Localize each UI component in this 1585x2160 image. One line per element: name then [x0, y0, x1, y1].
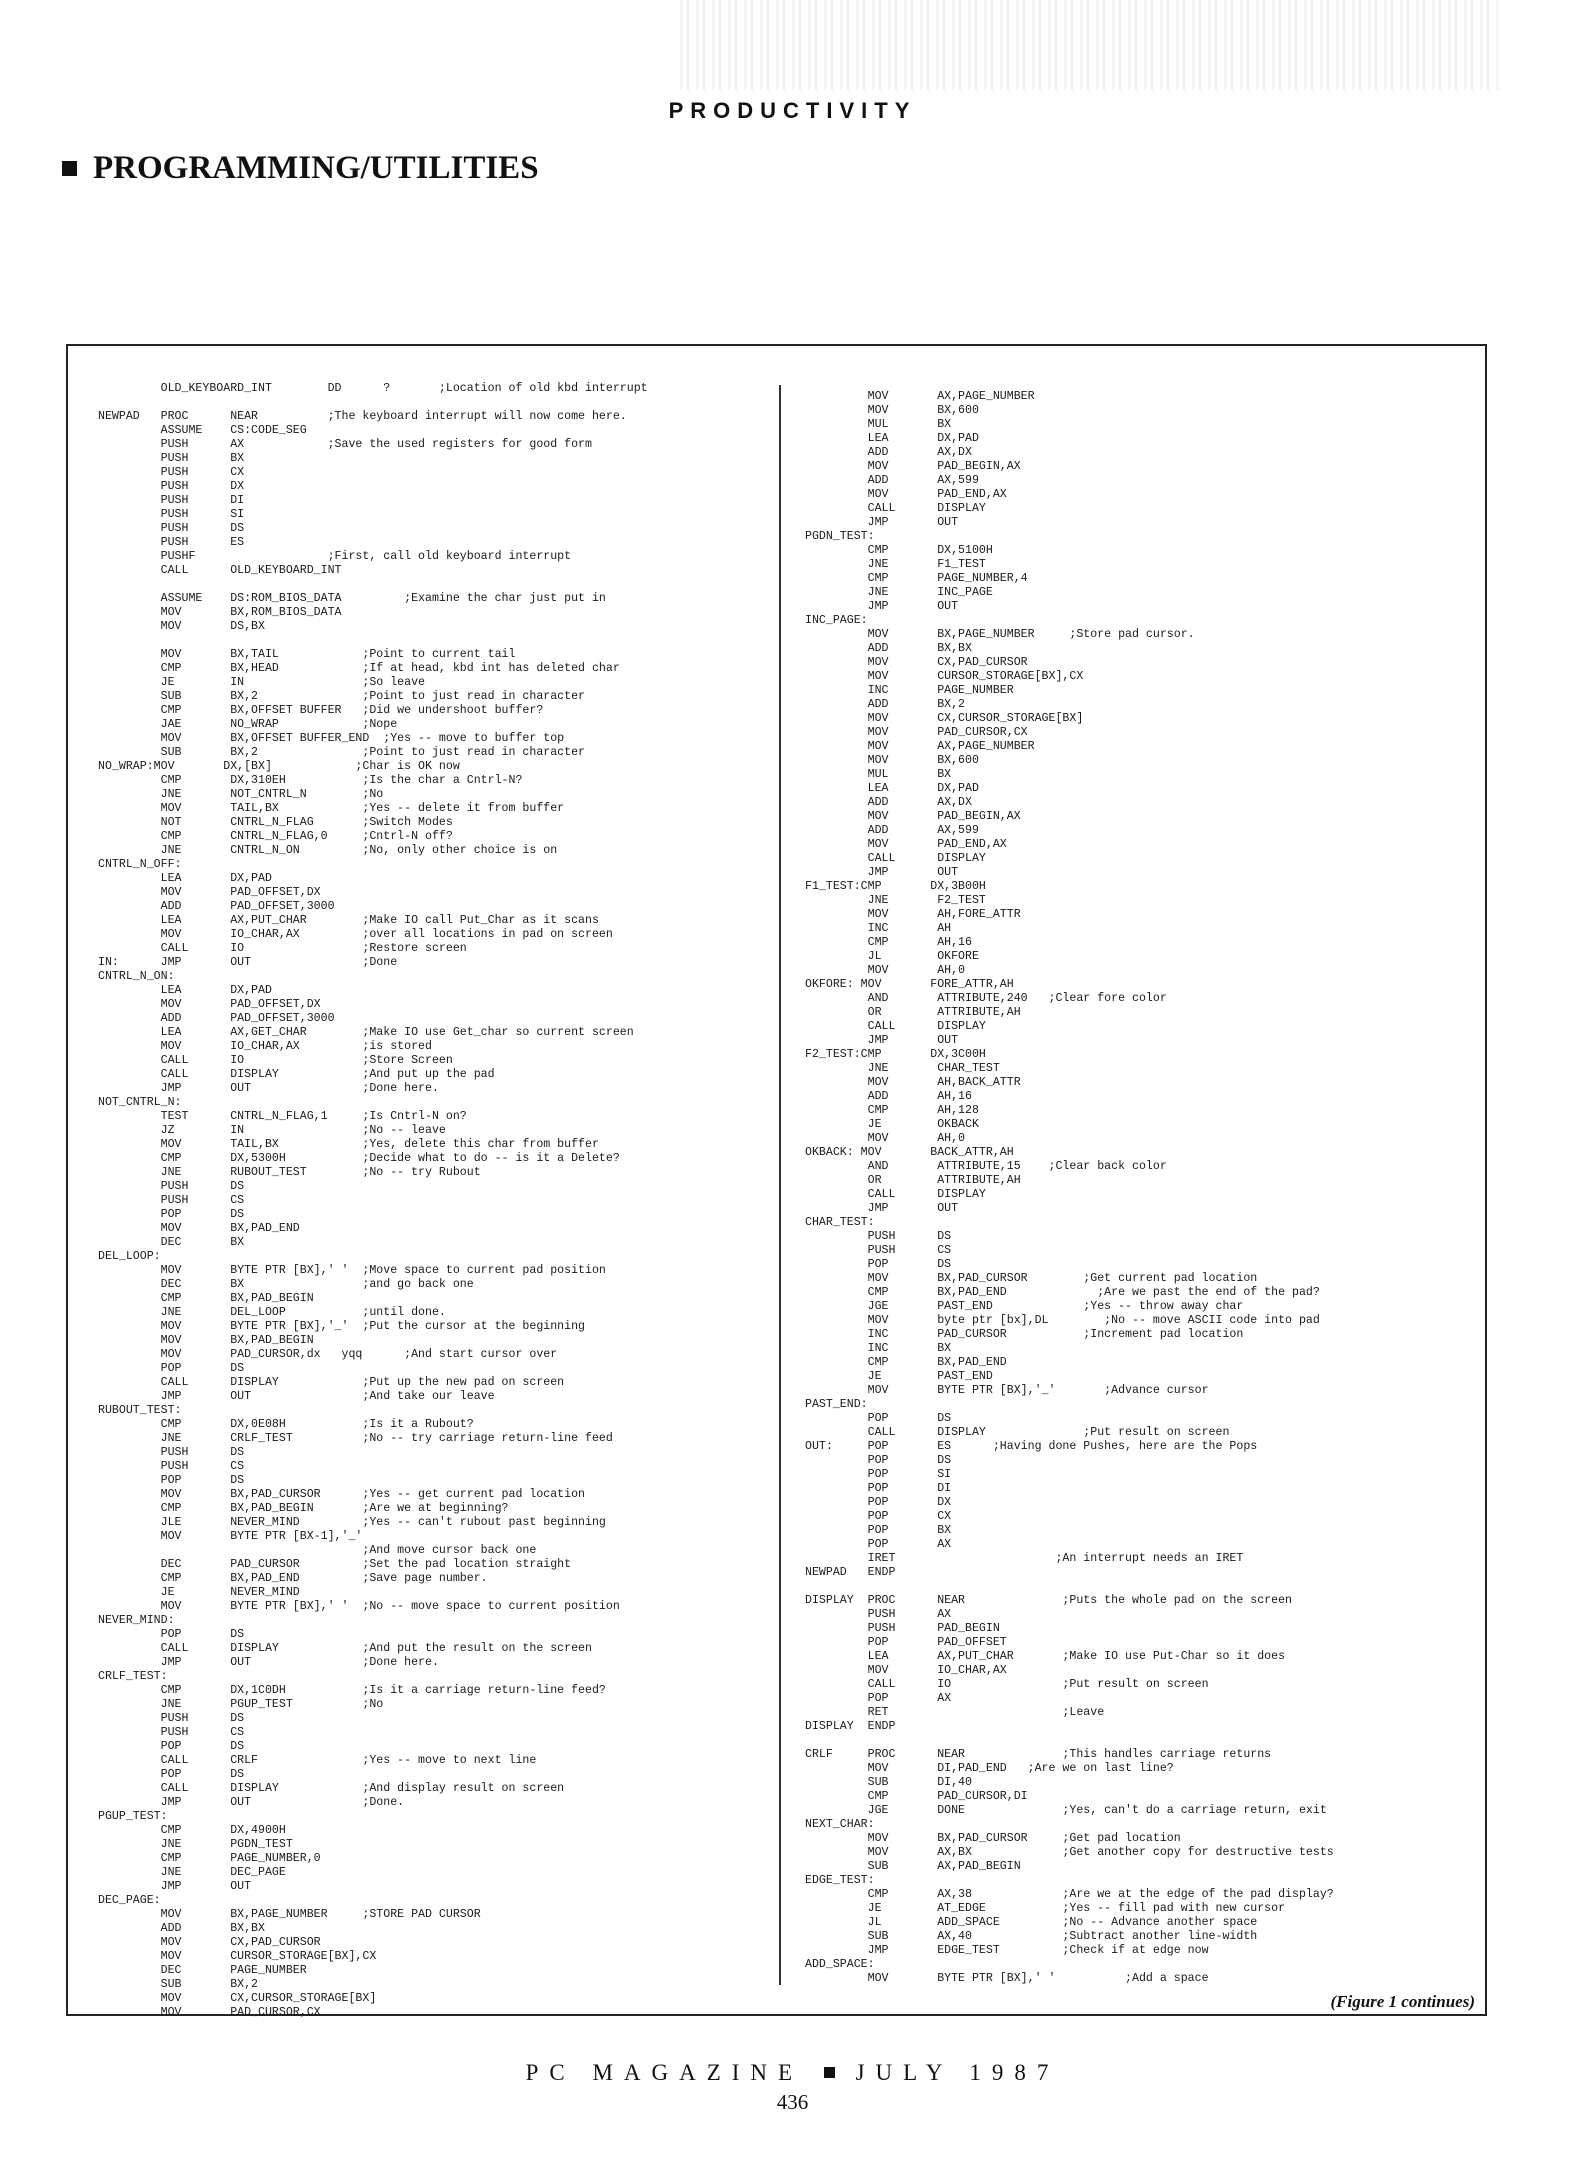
code-line: ASSUME CS:CODE_SEG	[98, 424, 307, 437]
code-line: JMP OUT	[805, 1034, 959, 1047]
code-line: PGUP_TEST:	[98, 1810, 168, 1823]
code-line: MOV AX,PAGE_NUMBER	[805, 390, 1035, 403]
code-line: CALL DISPLAY ;And put the result on the screen	[98, 1642, 592, 1655]
code-line: MOV CX,CURSOR_STORAGE[BX]	[98, 1992, 377, 2005]
code-line: CMP DX,1C0DH ;Is it a carriage return-line feed?	[98, 1684, 606, 1697]
code-line	[805, 1580, 1334, 1594]
code-line: INC BX	[805, 1342, 952, 1355]
code-listing-right	[805, 390, 1334, 1986]
code-line: PGDN_TEST:	[805, 530, 875, 543]
code-line: JL ADD_SPACE ;No -- Advance another space	[805, 1916, 1258, 1929]
code-line: JMP OUT ;Done here.	[98, 1082, 439, 1095]
code-line: PUSH DI	[98, 494, 245, 507]
code-line: MOV AH,0	[805, 964, 966, 977]
code-line: JMP OUT ;And take our leave	[98, 1390, 495, 1403]
code-line: CALL DISPLAY ;Put up the new pad on screen	[98, 1376, 565, 1389]
code-line: CNTRL_N_ON:	[98, 970, 175, 983]
code-line: ADD AH,16	[805, 1090, 972, 1103]
code-line: MOV CX,PAD_CURSOR	[805, 656, 1028, 669]
code-line: CALL DISPLAY ;And put up the pad	[98, 1068, 495, 1081]
code-line: CMP PAGE_NUMBER,4	[805, 572, 1028, 585]
code-line: MOV PAD_CURSOR,CX	[805, 726, 1028, 739]
code-line: CMP BX,PAD_BEGIN ;Are we at beginning?	[98, 1502, 509, 1515]
code-line: SUB DI,40	[805, 1776, 972, 1789]
code-line: POP DS	[805, 1412, 952, 1425]
code-line: JNE RUBOUT_TEST ;No -- try Rubout	[98, 1166, 481, 1179]
code-line: POP DX	[805, 1496, 952, 1509]
code-line: MOV CX,PAD_CURSOR	[98, 1936, 321, 1949]
code-line: CRLF PROC NEAR ;This handles carriage returns	[805, 1748, 1272, 1761]
code-line: JNE INC_PAGE	[805, 586, 993, 599]
code-line: PUSH ES	[98, 536, 245, 549]
code-line: MOV PAD_CURSOR,dx yqq ;And start cursor over	[98, 1348, 558, 1361]
code-line: TEST CNTRL_N_FLAG,1 ;Is Cntrl-N on?	[98, 1110, 467, 1123]
code-line: JE IN ;So leave	[98, 676, 425, 689]
page-number: 436	[776, 2090, 809, 2114]
column-divider	[779, 385, 781, 1985]
code-line: POP DS	[805, 1454, 952, 1467]
code-line: NEWPAD ENDP	[805, 1566, 896, 1579]
code-line: MOV TAIL,BX ;Yes, delete this char from buffer	[98, 1138, 599, 1151]
code-line: NOT_CNTRL_N:	[98, 1096, 182, 1109]
code-line: CMP BX,PAD_END	[805, 1356, 1007, 1369]
code-line: ADD PAD_OFFSET,3000	[98, 1012, 335, 1025]
code-line: JNE NOT_CNTRL_N ;No	[98, 788, 384, 801]
code-line: MOV BYTE PTR [BX],' ' ;Move space to current pad position	[98, 1264, 606, 1277]
code-line: CALL DISPLAY ;And display result on screen	[98, 1782, 565, 1795]
code-line: JNE CHAR_TEST	[805, 1062, 1000, 1075]
code-line: MOV BX,PAGE_NUMBER ;STORE PAD CURSOR	[98, 1908, 481, 1921]
code-line: PUSH DS	[98, 1446, 245, 1459]
code-line: PUSH DS	[98, 1180, 245, 1193]
code-line: MOV BX,PAD_CURSOR ;Get pad location	[805, 1832, 1181, 1845]
code-line: POP DS	[98, 1768, 245, 1781]
code-line	[98, 634, 648, 648]
code-line: JE NEVER_MIND	[98, 1586, 300, 1599]
code-line: PUSH CS	[98, 1194, 245, 1207]
code-line: MOV BX,PAGE_NUMBER ;Store pad cursor.	[805, 628, 1195, 641]
code-line: ADD AX,599	[805, 474, 979, 487]
code-line: MOV CURSOR_STORAGE[BX],CX	[98, 1950, 377, 1963]
code-line: JNE DEL_LOOP ;until done.	[98, 1306, 446, 1319]
code-line: OKBACK: MOV BACK_ATTR,AH	[805, 1146, 1014, 1159]
code-line: JMP OUT ;Done.	[98, 1796, 405, 1809]
code-line: LEA DX,PAD	[98, 872, 272, 885]
code-line: CMP AH,16	[805, 936, 972, 949]
code-line: MOV AX,BX ;Get another copy for destructive tests	[805, 1846, 1334, 1859]
code-line: NOT CNTRL_N_FLAG ;Switch Modes	[98, 816, 453, 829]
code-line: CALL DISPLAY	[805, 1188, 986, 1201]
code-line: CMP AH,128	[805, 1104, 979, 1117]
code-line: NO_WRAP:MOV DX,[BX] ;Char is OK now	[98, 760, 460, 773]
code-line: CMP BX,PAD_BEGIN	[98, 1292, 314, 1305]
code-line: F1_TEST:CMP DX,3B00H	[805, 880, 986, 893]
code-line: PUSH CS	[805, 1244, 952, 1257]
code-line: CRLF_TEST:	[98, 1670, 168, 1683]
code-line: ADD AX,599	[805, 824, 979, 837]
code-line: MOV byte ptr [bx],DL ;No -- move ASCII code into pad	[805, 1314, 1320, 1327]
code-line: LEA DX,PAD	[805, 782, 979, 795]
code-line: JLE NEVER_MIND ;Yes -- can't rubout past beginning	[98, 1516, 606, 1529]
code-line: ADD BX,BX	[805, 642, 972, 655]
section-label: PRODUCTIVITY	[668, 98, 917, 123]
code-line: MUL BX	[805, 418, 952, 431]
code-line: MOV BX,PAD_BEGIN	[98, 1334, 314, 1347]
code-line: MOV BX,OFFSET BUFFER_END ;Yes -- move to buffer top	[98, 732, 565, 745]
code-line: JE OKBACK	[805, 1118, 979, 1131]
code-line	[98, 396, 648, 410]
code-line: MOV BYTE PTR [BX],' ' ;Add a space	[805, 1972, 1209, 1985]
code-listing-left	[98, 382, 648, 2020]
code-line: DEC BX ;and go back one	[98, 1278, 474, 1291]
code-line: ADD AX,DX	[805, 796, 972, 809]
code-line: JNE PGUP_TEST ;No	[98, 1698, 384, 1711]
code-line: PUSH CS	[98, 1726, 245, 1739]
code-line: OUT: POP ES ;Having done Pushes, here are the Pops	[805, 1440, 1258, 1453]
code-line: LEA AX,PUT_CHAR ;Make IO call Put_Char as it scans	[98, 914, 599, 927]
code-line: MOV AH,0	[805, 1132, 966, 1145]
code-line: LEA AX,GET_CHAR ;Make IO use Get_char so current screen	[98, 1026, 634, 1039]
square-bullet-icon	[62, 161, 77, 176]
code-line: PUSHF ;First, call old keyboard interrupt	[98, 550, 572, 563]
page-footer	[0, 2060, 1585, 2086]
code-line: JNE DEC_PAGE	[98, 1866, 286, 1879]
code-line: CMP BX,PAD_END ;Are we past the end of the pad?	[805, 1286, 1320, 1299]
issue-date: JULY 1987	[855, 2060, 1060, 2085]
code-line: ADD BX,2	[805, 698, 966, 711]
code-line: CMP DX,5100H	[805, 544, 993, 557]
code-line: SUB AX,PAD_BEGIN	[805, 1860, 1021, 1873]
scan-noise	[680, 0, 1500, 90]
code-line: MOV AX,PAGE_NUMBER	[805, 740, 1035, 753]
code-line: MOV PAD_END,AX	[805, 488, 1007, 501]
code-line: ASSUME DS:ROM_BIOS_DATA ;Examine the char just put in	[98, 592, 606, 605]
code-line: PUSH BX	[98, 452, 245, 465]
code-line: MOV AH,FORE_ATTR	[805, 908, 1021, 921]
code-line: CMP PAGE_NUMBER,0	[98, 1852, 321, 1865]
code-line: PUSH CX	[98, 466, 245, 479]
code-line: SUB AX,40 ;Subtract another line-width	[805, 1930, 1258, 1943]
code-line: AND ATTRIBUTE,15 ;Clear back color	[805, 1160, 1167, 1173]
code-line: MOV IO_CHAR,AX	[805, 1664, 1007, 1677]
code-line: NEWPAD PROC NEAR ;The keyboard interrupt will now come here.	[98, 410, 627, 423]
code-line: MOV BX,PAD_CURSOR ;Yes -- get current pad location	[98, 1488, 586, 1501]
square-separator-icon	[824, 2067, 835, 2078]
code-line: SUB BX,2 ;Point to just read in character	[98, 746, 586, 759]
code-line: DISPLAY ENDP	[805, 1720, 896, 1733]
code-line: MOV BX,TAIL ;Point to current tail	[98, 648, 516, 661]
code-line: PUSH DS	[805, 1230, 952, 1243]
code-line: CALL DISPLAY ;Put result on screen	[805, 1426, 1230, 1439]
code-line: INC_PAGE:	[805, 614, 868, 627]
code-line: MOV BYTE PTR [BX],'_' ;Advance cursor	[805, 1384, 1209, 1397]
code-line: MUL BX	[805, 768, 952, 781]
code-line: CMP DX,4900H	[98, 1824, 286, 1837]
code-line: JE PAST_END	[805, 1370, 993, 1383]
page-heading	[62, 150, 539, 187]
code-line: MOV BYTE PTR [BX],'_' ;Put the cursor at the beginning	[98, 1320, 586, 1333]
code-line: POP SI	[805, 1468, 952, 1481]
code-line: MOV IO_CHAR,AX ;over all locations in pad on screen	[98, 928, 613, 941]
code-line: MOV DI,PAD_END ;Are we on last line?	[805, 1762, 1174, 1775]
code-line: ADD BX,BX	[98, 1922, 265, 1935]
code-line: JAE NO_WRAP ;Nope	[98, 718, 398, 731]
code-line: CALL DISPLAY	[805, 502, 986, 515]
code-line: PUSH DS	[98, 1712, 245, 1725]
code-line: PUSH AX ;Save the used registers for good form	[98, 438, 592, 451]
code-line: ADD_SPACE:	[805, 1958, 875, 1971]
code-line: JL OKFORE	[805, 950, 979, 963]
code-line: POP CX	[805, 1510, 952, 1523]
code-line: JGE PAST_END ;Yes -- throw away char	[805, 1300, 1244, 1313]
code-line: MOV PAD_OFFSET,DX	[98, 998, 321, 1011]
code-line: DEL_LOOP:	[98, 1250, 161, 1263]
code-line: POP DI	[805, 1482, 952, 1495]
code-line: JMP OUT ;Done here.	[98, 1656, 439, 1669]
code-line: MOV PAD_BEGIN,AX	[805, 810, 1021, 823]
code-line: PAST_END:	[805, 1398, 868, 1411]
code-line: MOV BYTE PTR [BX-1],'_'	[98, 1530, 363, 1543]
code-line: CMP AX,38 ;Are we at the edge of the pad display?	[805, 1888, 1334, 1901]
code-line	[98, 578, 648, 592]
code-line: CALL DISPLAY	[805, 1020, 986, 1033]
code-line: POP BX	[805, 1524, 952, 1537]
code-line: JNE F2_TEST	[805, 894, 986, 907]
code-line: CALL IO ;Put result on screen	[805, 1678, 1209, 1691]
code-line: CMP DX,310EH ;Is the char a Cntrl-N?	[98, 774, 523, 787]
code-line: CMP CNTRL_N_FLAG,0 ;Cntrl-N off?	[98, 830, 453, 843]
code-line: PUSH DX	[98, 480, 245, 493]
code-line: JNE F1_TEST	[805, 558, 986, 571]
code-line: JMP OUT	[98, 1880, 252, 1893]
code-line: CMP BX,PAD_END ;Save page number.	[98, 1572, 488, 1585]
code-line: AND ATTRIBUTE,240 ;Clear fore color	[805, 992, 1167, 1005]
code-line: INC PAGE_NUMBER	[805, 684, 1014, 697]
code-line: DEC PAD_CURSOR ;Set the pad location straight	[98, 1558, 572, 1571]
figure-caption: (Figure 1 continues)	[1330, 1992, 1475, 2011]
code-line: JNE CNTRL_N_ON ;No, only other choice is on	[98, 844, 558, 857]
code-line: MOV CX,CURSOR_STORAGE[BX]	[805, 712, 1084, 725]
code-line: ADD AX,DX	[805, 446, 972, 459]
code-line: OKFORE: MOV FORE_ATTR,AH	[805, 978, 1014, 991]
code-line: POP DS	[98, 1740, 245, 1753]
code-line: JGE DONE ;Yes, can't do a carriage return, exit	[805, 1804, 1327, 1817]
code-line: OR ATTRIBUTE,AH	[805, 1006, 1021, 1019]
code-line: LEA DX,PAD	[805, 432, 979, 445]
code-line: PUSH DS	[98, 522, 245, 535]
code-line: PUSH AX	[805, 1608, 952, 1621]
code-line: DEC BX	[98, 1236, 245, 1249]
code-line: EDGE_TEST:	[805, 1874, 875, 1887]
code-line: MOV DS,BX	[98, 620, 265, 633]
code-line: RET ;Leave	[805, 1706, 1105, 1719]
code-line: MOV PAD_BEGIN,AX	[805, 460, 1021, 473]
code-line: DEC PAGE_NUMBER	[98, 1964, 307, 1977]
code-line: LEA DX,PAD	[98, 984, 272, 997]
code-line: SUB BX,2 ;Point to just read in character	[98, 690, 586, 703]
code-line: CHAR_TEST:	[805, 1216, 875, 1229]
code-line: RUBOUT_TEST:	[98, 1404, 182, 1417]
code-line: SUB BX,2	[98, 1978, 259, 1991]
code-line: ADD PAD_OFFSET,3000	[98, 900, 335, 913]
code-line: NEXT_CHAR:	[805, 1818, 875, 1831]
code-line: MOV CURSOR_STORAGE[BX],CX	[805, 670, 1084, 683]
code-line: JMP OUT	[805, 516, 959, 529]
code-line: CMP PAD_CURSOR,DI	[805, 1790, 1028, 1803]
code-line: CMP DX,5300H ;Decide what to do -- is it a Delete?	[98, 1152, 620, 1165]
code-line: MOV BX,ROM_BIOS_DATA	[98, 606, 342, 619]
code-line: CALL DISPLAY	[805, 852, 986, 865]
code-line: PUSH PAD_BEGIN	[805, 1622, 1000, 1635]
code-line: PUSH SI	[98, 508, 245, 521]
code-line: DISPLAY PROC NEAR ;Puts the whole pad on the screen	[805, 1594, 1293, 1607]
code-line: JMP OUT	[805, 866, 959, 879]
code-line: POP DS	[805, 1258, 952, 1271]
code-line: CALL IO ;Restore screen	[98, 942, 467, 955]
code-line: JNE PGDN_TEST	[98, 1838, 293, 1851]
code-line: LEA AX,PUT_CHAR ;Make IO use Put-Char so it does	[805, 1650, 1286, 1663]
code-line: INC AH	[805, 922, 952, 935]
code-line: POP DS	[98, 1208, 245, 1221]
code-line: ;And move cursor back one	[98, 1544, 537, 1557]
code-line: NEVER_MIND:	[98, 1614, 175, 1627]
code-line: POP DS	[98, 1474, 245, 1487]
code-line: MOV BX,PAD_END	[98, 1222, 300, 1235]
code-line: JMP OUT	[805, 600, 959, 613]
code-line: MOV TAIL,BX ;Yes -- delete it from buffer	[98, 802, 565, 815]
magazine-name: PC MAGAZINE	[525, 2060, 804, 2085]
code-line: JMP EDGE_TEST ;Check if at edge now	[805, 1944, 1209, 1957]
code-line: MOV BX,600	[805, 404, 979, 417]
code-line: CMP DX,0E08H ;Is it a Rubout?	[98, 1418, 474, 1431]
code-line: OR ATTRIBUTE,AH	[805, 1174, 1021, 1187]
code-line: MOV IO_CHAR,AX ;is stored	[98, 1040, 432, 1053]
code-line: MOV AH,BACK_ATTR	[805, 1076, 1021, 1089]
code-line: CALL IO ;Store Screen	[98, 1054, 453, 1067]
code-line: MOV BX,PAD_CURSOR ;Get current pad location	[805, 1272, 1258, 1285]
code-line: CALL CRLF ;Yes -- move to next line	[98, 1754, 537, 1767]
code-line: DEC_PAGE:	[98, 1894, 161, 1907]
code-line: PUSH CS	[98, 1460, 245, 1473]
code-line: JZ IN ;No -- leave	[98, 1124, 446, 1137]
code-line: CMP BX,OFFSET BUFFER ;Did we undershoot buffer?	[98, 704, 544, 717]
code-line	[805, 1734, 1334, 1748]
code-line: MOV BX,600	[805, 754, 979, 767]
code-line: CNTRL_N_OFF:	[98, 858, 182, 871]
code-line: IN: JMP OUT ;Done	[98, 956, 398, 969]
code-line: MOV PAD_OFFSET,DX	[98, 886, 321, 899]
code-line: JNE CRLF_TEST ;No -- try carriage return-line feed	[98, 1432, 613, 1445]
code-line: CALL OLD_KEYBOARD_INT	[98, 564, 342, 577]
code-line: POP DS	[98, 1628, 245, 1641]
code-line: OLD_KEYBOARD_INT DD ? ;Location of old kbd interrupt	[98, 382, 648, 395]
code-line: MOV BYTE PTR [BX],' ' ;No -- move space to current position	[98, 1600, 620, 1613]
code-line: MOV PAD_END,AX	[805, 838, 1007, 851]
code-line: POP PAD_OFFSET	[805, 1636, 1007, 1649]
code-line: F2_TEST:CMP DX,3C00H	[805, 1048, 986, 1061]
code-line: INC PAD_CURSOR ;Increment pad location	[805, 1328, 1244, 1341]
code-line: JE AT_EDGE ;Yes -- fill pad with new cursor	[805, 1902, 1286, 1915]
code-line: IRET ;An interrupt needs an IRET	[805, 1552, 1244, 1565]
code-line: POP DS	[98, 1362, 245, 1375]
code-line: POP AX	[805, 1538, 952, 1551]
code-line: POP AX	[805, 1692, 952, 1705]
code-line: MOV PAD_CURSOR,CX	[98, 2006, 321, 2019]
code-line: JMP OUT	[805, 1202, 959, 1215]
heading-text: PROGRAMMING/UTILITIES	[93, 150, 539, 186]
code-line: CMP BX,HEAD ;If at head, kbd int has deleted char	[98, 662, 620, 675]
